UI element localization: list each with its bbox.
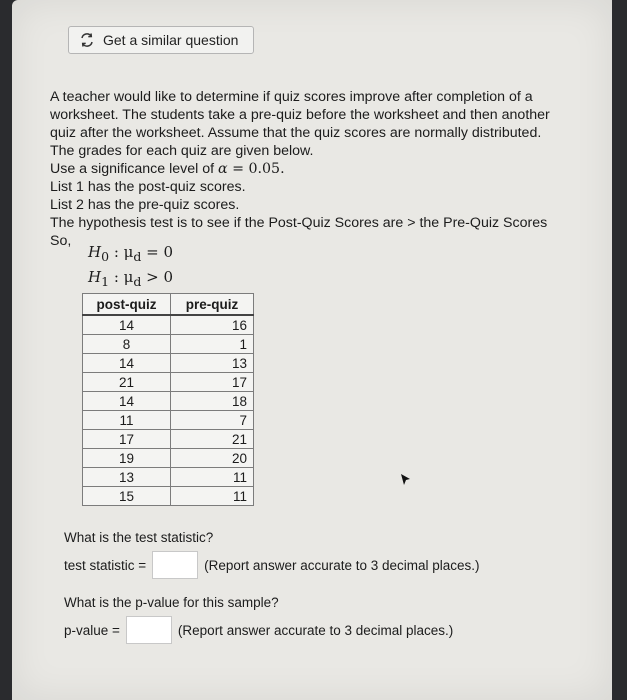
pre-quiz-cell: 13 — [171, 354, 254, 373]
question-text — [50, 88, 610, 250]
pre-quiz-cell: 11 — [171, 468, 254, 487]
table-row — [83, 392, 254, 411]
p-value-input[interactable] — [126, 616, 172, 644]
alpha-value: = 0.05. — [227, 161, 285, 177]
test-statistic-note: (Report answer accurate to 3 decimal places.) — [204, 557, 480, 573]
question-line: worksheet. The students take a pre-quiz before the worksheet and then another — [50, 107, 550, 123]
table-row — [83, 411, 254, 430]
h1-value: > 0 — [141, 268, 174, 286]
question-line: quiz after the worksheet. Assume that the quiz scores are normally distributed. — [50, 125, 542, 141]
table-row — [83, 449, 254, 468]
null-hypothesis — [88, 242, 173, 267]
significance-line — [50, 160, 610, 178]
table-row — [83, 354, 254, 373]
h0-d: d — [133, 249, 142, 264]
test-statistic-label: test statistic = — [64, 557, 147, 573]
post-quiz-cell: 17 — [83, 430, 171, 449]
pre-quiz-cell: 1 — [171, 335, 254, 354]
significance-prefix: Use a significance level of — [50, 161, 218, 177]
test-statistic-input[interactable] — [152, 551, 198, 579]
alpha-symbol: α — [217, 161, 228, 177]
post-quiz-cell: 15 — [83, 487, 171, 506]
h1-symbol: H — [88, 268, 102, 286]
table-row — [83, 430, 254, 449]
table-header-row — [83, 294, 254, 316]
table-row — [83, 335, 254, 354]
p-value-question — [64, 595, 453, 644]
post-quiz-cell: 11 — [83, 411, 171, 430]
question-line: A teacher would like to determine if quiz scores improve after completion of a — [50, 89, 533, 105]
refresh-icon — [79, 32, 95, 48]
p-value-note: (Report answer accurate to 3 decimal places.) — [177, 622, 454, 638]
post-quiz-cell: 14 — [83, 354, 171, 373]
h0-subscript: 0 — [101, 249, 110, 264]
scores-table — [82, 293, 254, 506]
p-value-prompt: What is the p-value for this sample? — [64, 595, 279, 610]
question-line: List 1 has the post-quiz scores. — [50, 179, 246, 195]
alternative-hypothesis — [88, 267, 173, 292]
column-header-post-quiz: post-quiz — [83, 294, 171, 316]
table-row — [83, 315, 254, 335]
h1-d: d — [133, 274, 142, 289]
question-line: The hypothesis test is to see if the Post-Quiz Scores are > the Pre-Quiz Scores — [50, 215, 548, 231]
screen — [12, 0, 612, 700]
post-quiz-cell: 14 — [83, 315, 171, 335]
post-quiz-cell: 19 — [83, 449, 171, 468]
p-value-label: p-value = — [64, 622, 120, 638]
test-statistic-prompt: What is the test statistic? — [64, 530, 214, 545]
mouse-cursor-icon — [400, 473, 412, 489]
column-header-pre-quiz: pre-quiz — [171, 294, 254, 316]
h0-mu: : μ — [109, 243, 134, 261]
test-statistic-row — [64, 551, 480, 579]
pre-quiz-cell: 11 — [171, 487, 254, 506]
pre-quiz-cell: 17 — [171, 373, 254, 392]
hypotheses — [88, 242, 173, 292]
test-statistic-question — [64, 530, 480, 579]
pre-quiz-cell: 20 — [171, 449, 254, 468]
table-row — [83, 373, 254, 392]
table-row — [83, 487, 254, 506]
pre-quiz-cell: 18 — [171, 392, 254, 411]
h1-subscript: 1 — [101, 274, 110, 289]
post-quiz-cell: 13 — [83, 468, 171, 487]
post-quiz-cell: 21 — [83, 373, 171, 392]
post-quiz-cell: 8 — [83, 335, 171, 354]
question-line: List 2 has the pre-quiz scores. — [50, 197, 240, 213]
pre-quiz-cell: 16 — [171, 315, 254, 335]
get-similar-question-label: Get a similar question — [103, 32, 239, 48]
post-quiz-cell: 14 — [83, 392, 171, 411]
h0-symbol: H — [88, 243, 102, 261]
question-line: So, — [50, 233, 72, 249]
pre-quiz-cell: 21 — [171, 430, 254, 449]
h1-mu: : μ — [109, 268, 134, 286]
question-line: The grades for each quiz are given below. — [50, 143, 314, 159]
p-value-row — [64, 616, 453, 644]
h0-value: = 0 — [141, 243, 174, 261]
pre-quiz-cell: 7 — [171, 411, 254, 430]
get-similar-question-button[interactable] — [68, 26, 254, 54]
table-row — [83, 468, 254, 487]
